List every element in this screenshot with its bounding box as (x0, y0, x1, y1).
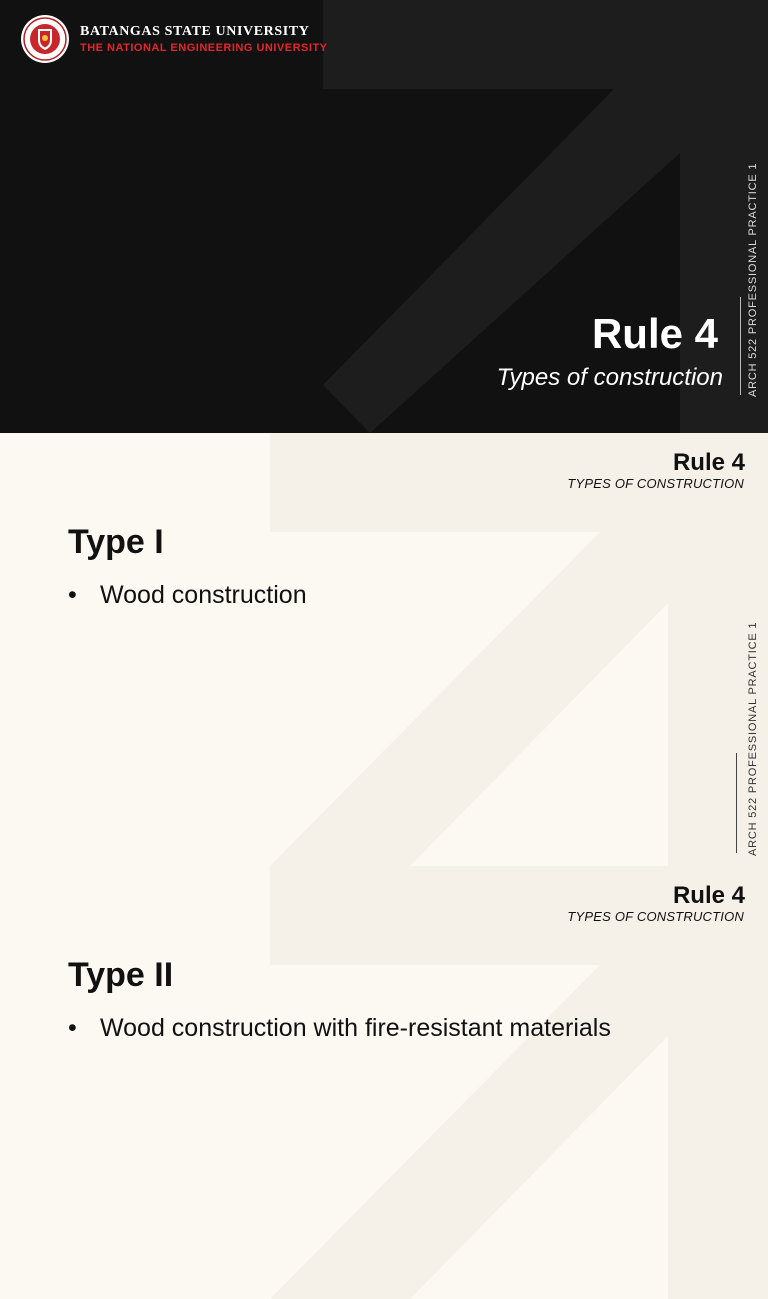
university-logo (19, 14, 71, 64)
type-heading: Type II (68, 956, 174, 994)
content-slide-type-1 (0, 433, 768, 866)
bullet-item (68, 1014, 611, 1043)
university-name: BATANGAS STATE UNIVERSITY (80, 24, 310, 39)
slide-header-subtitle: TYPES OF CONSTRUCTION (567, 476, 744, 491)
slide-subtitle: Types of construction (496, 364, 723, 391)
university-tagline: THE NATIONAL ENGINEERING UNIVERSITY (80, 42, 328, 54)
bullet-item (68, 581, 307, 610)
course-code-vertical: ARCH 522 PROFESSIONAL PRACTICE 1 (747, 162, 759, 397)
divider-line (736, 753, 737, 853)
content-slide-type-2 (0, 866, 768, 1299)
title-slide (0, 0, 768, 433)
slide-header-title: Rule 4 (672, 449, 745, 476)
type-heading: Type I (68, 523, 164, 561)
bullet-dot-icon: • (68, 1014, 77, 1042)
bullet-text: Wood construction with fire-resistant materials (100, 1014, 611, 1042)
decorative-arrow-shape (0, 866, 768, 1299)
decorative-arrow-shape (0, 433, 768, 866)
course-code-vertical: ARCH 522 PROFESSIONAL PRACTICE 1 (747, 621, 759, 856)
bullet-text: Wood construction (100, 581, 307, 609)
bullet-dot-icon: • (68, 581, 77, 609)
slide-header-title: Rule 4 (672, 882, 745, 909)
slide-header-subtitle: TYPES OF CONSTRUCTION (567, 909, 744, 924)
divider-line (740, 297, 741, 395)
slide-title: Rule 4 (591, 310, 718, 357)
